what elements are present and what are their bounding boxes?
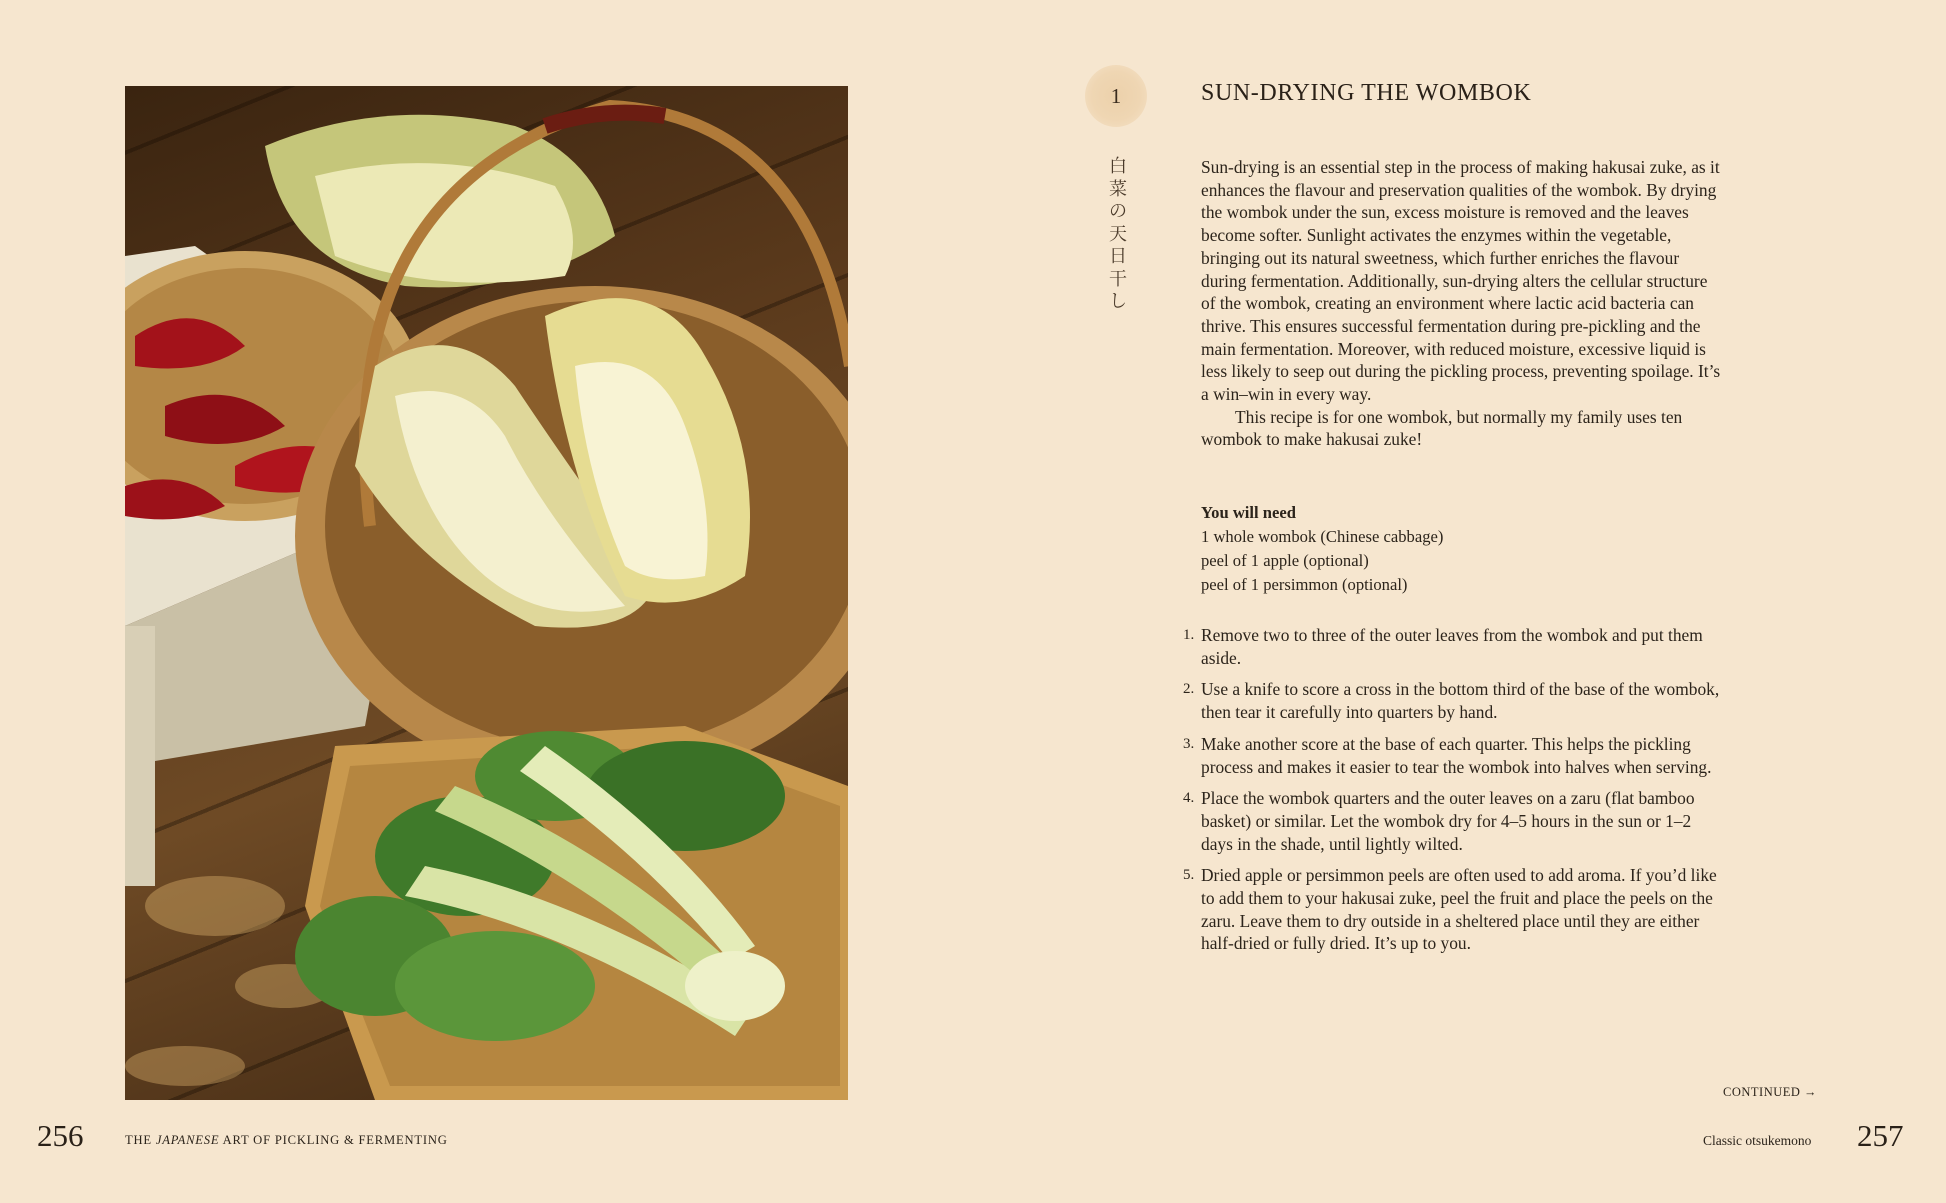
kanji-char: 菜	[1109, 178, 1127, 200]
running-head-left	[125, 1133, 448, 1148]
ingredient-item: 1 whole wombok (Chinese cabbage)	[1201, 527, 1444, 546]
method-step	[1180, 678, 1725, 723]
vegetables-drying-photo	[125, 86, 848, 1100]
photo-illustration	[125, 86, 848, 1100]
kanji-char: 天	[1109, 223, 1127, 245]
step-index: 5.	[1183, 867, 1195, 884]
step-index: 4.	[1183, 790, 1195, 807]
intro-text	[1201, 156, 1721, 451]
page-number-left: 256	[37, 1118, 84, 1153]
step-number-badge	[1085, 65, 1147, 127]
ingredient-item: peel of 1 apple (optional)	[1201, 551, 1369, 570]
intro-paragraph: This recipe is for one wombok, but normally my family uses ten wombok to make hakusai zuke!	[1201, 406, 1683, 450]
ingredients-heading: You will need	[1201, 503, 1296, 522]
continued-link[interactable]: CONTINUED →	[1723, 1085, 1818, 1099]
step-text: Use a knife to score a cross in the bottom third of the base of the wombok, then tear it carefully into quarters by hand.	[1201, 679, 1720, 723]
step-index: 2.	[1183, 681, 1195, 698]
step-index: 3.	[1183, 735, 1195, 752]
intro-paragraph: Sun-drying is an essential step in the process of making hakusai zuke, as it enhances the flavour and preservation qualities of the wombok. By drying the wombok under the sun, excess moisture is removed and the leaves become softer. Sunlight activates the enzymes within the vegetable, bringing out its natural sweetness, which further enriches the flavour during fermentation. Additionally, sun-drying alters the cellular structure of the wombok, creating an environment where lactic acid bacteria can thrive. This ensures successful fermentation during pre-pickling and the main fermentation. Moreover, with reduced moisture, excessive liquid is less likely to seep out during the pickling process, preventing spoilage. It’s a win–win in every way.	[1201, 157, 1721, 405]
page-number-right: 257	[1857, 1118, 1904, 1153]
kanji-char: 日	[1109, 246, 1127, 267]
method-step	[1180, 864, 1725, 955]
running-head-right: Classic otsukemono	[1703, 1133, 1812, 1148]
kanji-char: 干	[1109, 268, 1127, 290]
running-head-part: THE	[125, 1133, 156, 1147]
step-text: Dried apple or persimmon peels are often used to add aroma. If you’d like to add them to your hakusai zuke, peel the fruit and place the peels on the zaru. Leave them to dry outside in a sheltered place until they are either half-dried or fully dried. It’s up to you.	[1201, 865, 1717, 954]
kanji-char: の	[1109, 201, 1127, 222]
running-head-part: ART OF PICKLING & FERMENTING	[219, 1133, 448, 1147]
ingredients-list	[1201, 525, 1721, 597]
method-steps	[1180, 624, 1725, 964]
method-step	[1180, 624, 1725, 669]
step-number: 1	[1110, 83, 1122, 108]
ingredient-item: peel of 1 persimmon (optional)	[1201, 575, 1408, 594]
recipe-title: SUN-DRYING THE WOMBOK	[1201, 80, 1532, 106]
step-index: 1.	[1183, 627, 1195, 643]
ingredients-section	[1201, 501, 1721, 597]
kanji-char: し	[1109, 291, 1127, 312]
method-step	[1180, 733, 1725, 778]
step-text: Make another score at the base of each quarter. This helps the pickling process and makes it easier to tear the wombok into halves when serving.	[1201, 733, 1712, 777]
kanji-char: 白	[1109, 156, 1127, 177]
method-step	[1180, 787, 1725, 855]
step-text: Remove two to three of the outer leaves from the wombok and put them aside.	[1201, 625, 1703, 668]
step-text: Place the wombok quarters and the outer leaves on a zaru (flat bamboo basket) or similar. Let the wombok dry for 4–5 hours in the sun or 1–2 days in the shade, until lightly wilted.	[1201, 788, 1695, 854]
japanese-vertical-title	[1106, 156, 1130, 314]
running-head-italic: JAPANESE	[155, 1133, 220, 1147]
